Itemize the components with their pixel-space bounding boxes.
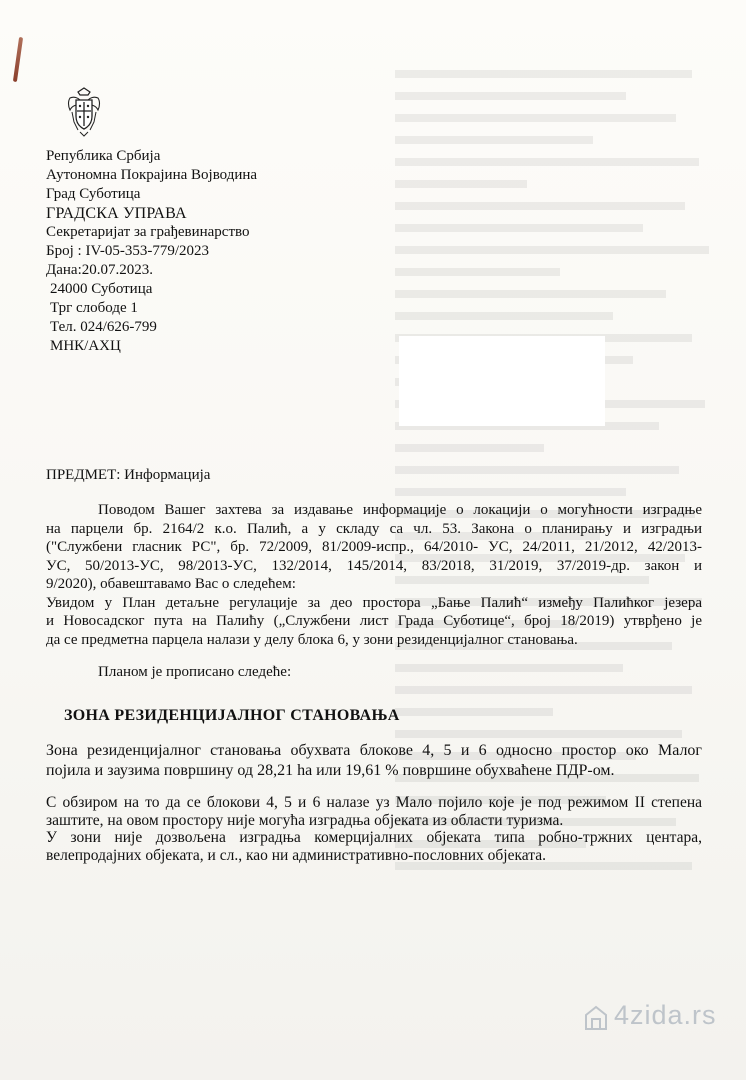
- postal-line: 24000 Суботица: [50, 281, 153, 297]
- text-line: и Новосадског пута на Палићу („Службени лист Града Суботице“, број 18/2019) утврђено је: [46, 613, 702, 629]
- text-line: појила и заузима површину од 28,21 ha или 19,61 % површине обухваћене ПДР-ом.: [46, 762, 615, 779]
- text-line: С обзиром на то да се блокови 4, 5 и 6 налазе уз Мало појило које је под режимом II степена: [46, 794, 702, 811]
- text-line: 9/2020), обавештавамо Вас о следећем:: [46, 576, 296, 592]
- coat-of-arms-icon: [64, 86, 104, 138]
- zone-paragraph: [46, 741, 702, 781]
- watermark-text: 4zida.rs: [614, 1000, 717, 1030]
- country-line: Република Србија: [46, 148, 161, 164]
- plan-intro: Планом је прописано следеће:: [98, 664, 292, 680]
- pen-mark: [13, 37, 23, 82]
- text-line: Увидом у План детаљне регулације за део простора „Бање Палић“ између Палићког језера: [46, 594, 702, 611]
- house-icon: [584, 1005, 608, 1031]
- restriction-paragraph: [46, 794, 702, 864]
- department-line: Секретаријат за грађевинарство: [46, 224, 250, 240]
- text-line: да се предметна парцела налази у делу блока 6, у зони резиденцијалног становања.: [46, 631, 578, 648]
- text-line: Поводом Вашег захтева за издавање информације о локацији о могућности изградње: [98, 502, 702, 518]
- initials-line: МНК/АХЦ: [50, 338, 121, 354]
- phone-line: Тел. 024/626-799: [50, 319, 157, 335]
- watermark-logo: [584, 1000, 717, 1031]
- text-line: Зона резиденцијалног становања обухвата блокове 4, 5 и 6 односно простор око Малог: [46, 742, 702, 759]
- text-line: заштите, на овом простору није могућа изградња објеката из области туризма.: [46, 811, 564, 829]
- date-line: Дана:20.07.2023.: [46, 262, 153, 278]
- city-line: Град Суботица: [46, 186, 141, 202]
- reference-number: Број : IV-05-353-779/2023: [46, 243, 210, 259]
- province-line: Аутономна Покрајина Војводина: [46, 167, 258, 183]
- text-line: велепродајних објеката, и сл., као ни административно-пословних објеката.: [46, 846, 546, 864]
- subject-line: ПРЕДМЕТ: Информација: [46, 467, 211, 483]
- intro-paragraph: [46, 501, 702, 649]
- zone-heading: ЗОНА РЕЗИДЕНЦИЈАЛНОГ СТАНОВАЊА: [64, 707, 400, 724]
- redacted-recipient: [399, 336, 605, 426]
- address-line: Трг слободе 1: [50, 300, 138, 316]
- administration-line: ГРАДСКА УПРАВА: [46, 205, 187, 222]
- text-line: У зони није дозвољена изградња комерцијалних објеката типа робно-тржних центара,: [46, 829, 702, 846]
- text-line: на парцели бр. 2164/2 к.о. Палић, а у складу са чл. 53. Закона о планирању и изградњи: [46, 520, 702, 537]
- text-line: ("Службени гласник РС", бр. 72/2009, 81/2009-испр., 64/2010- УС, 24/2011, 21/2012, 42/2013-: [46, 539, 702, 555]
- sender-header: [46, 147, 257, 356]
- text-line: УС, 50/2013-УС, 98/2013-УС, 132/2014, 145/2014, 83/2018, 31/2019, 37/2019-др. закон и: [46, 557, 702, 574]
